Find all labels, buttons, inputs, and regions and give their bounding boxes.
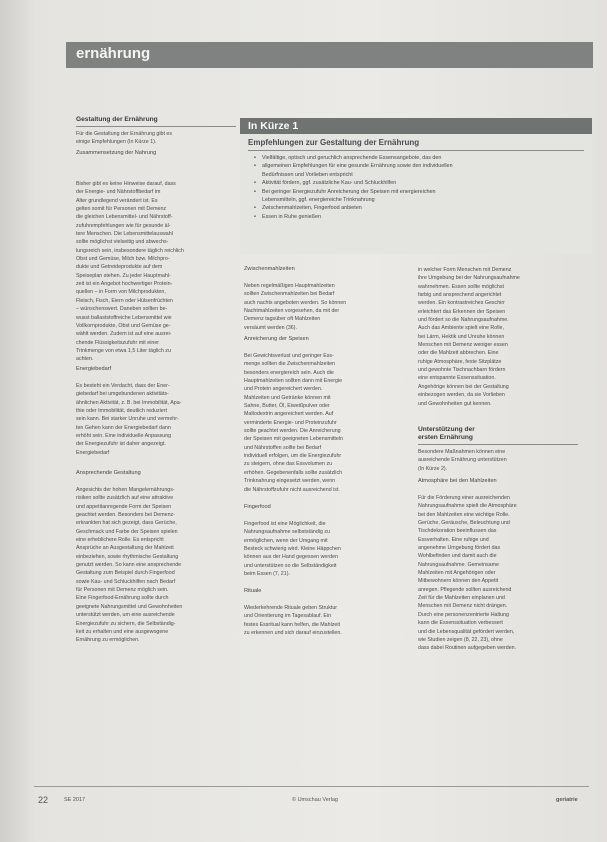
text-line: menge sollten die Zwischenmahlzeiten <box>244 361 335 368</box>
text-line: Menschen mit Demenz weniger essen <box>418 342 508 349</box>
paragraph-atmosphaere <box>418 494 583 653</box>
text-line: Bisher gibt es keine Hinweise darauf, dass <box>76 181 176 187</box>
text-line: wählt werden. Zudem ist auf eine ausrei- <box>76 331 172 338</box>
text-line: chende Flüssigkeitszufuhr mit einer <box>76 339 160 346</box>
text-line: erleichtert das Erkennen der Speisen <box>418 308 506 315</box>
heading-rule-right <box>418 444 578 445</box>
text-line: der Energiezufuhr ist daher angezeigt. <box>76 441 166 448</box>
text-line: individuell erfolgen, um die Energiezufuhr <box>244 453 342 460</box>
paragraph-zwischenmahlzeiten <box>244 282 412 332</box>
text-line: anregen. Pflegende sollten ausreichend <box>418 586 512 593</box>
bullet-icon: • <box>254 205 256 212</box>
text-line: gelten somit für Personen mit Demenz <box>76 206 167 213</box>
text-line: Wohlbefinden und damit auch die <box>418 553 497 560</box>
bullet-icon: • <box>254 188 256 195</box>
subheading-fingerfood: Fingerfood <box>244 504 271 510</box>
text-line: farbig und ansprechend angerichtet <box>418 292 502 299</box>
text-line: Fleisch, Fisch, Eiern oder Hülsenfrüchten <box>76 297 173 304</box>
heading-unterstuetzung: Unterstützung der ersten Ernährung <box>418 426 475 441</box>
bullet-icon: • <box>254 213 256 220</box>
info-box-item <box>254 154 453 162</box>
text-line: Zeit für die Mahlzeiten einplanen und <box>418 595 505 602</box>
text-line: Mitbewohnern können den Appetit <box>418 578 499 585</box>
text-line: Energiebedarf <box>76 449 110 456</box>
page-number: 22 <box>38 795 49 805</box>
text-line: Auch das Ambiente spielt eine Rolle, <box>418 325 504 332</box>
heading-gestaltung: Gestaltung der Ernährung <box>76 116 158 123</box>
text-line: wie Studien zeigen (8, 22, 23), ohne <box>418 636 503 643</box>
text-line: erkrankten hat sich gezeigt, dass Gerüche, <box>76 520 177 527</box>
info-box-item-text: Essen in Ruhe genießen <box>262 213 322 220</box>
brand-label: geriatrie <box>556 797 578 803</box>
info-box-subtitle: Empfehlungen zur Gestaltung der Ernährung <box>248 138 420 147</box>
info-box-item <box>254 213 453 221</box>
text-line: verminderte Energie- und Proteinzufuhr <box>244 419 337 426</box>
text-line: der Speisen mit geeigneten Lebensmitteln <box>244 436 343 443</box>
bullet-icon: • <box>254 163 256 170</box>
text-line: Eine Fingerfood-Ernährung sollte durch <box>76 595 169 602</box>
text-line: eine entspannte Essenssituation. <box>418 375 496 382</box>
text-line: erhöhen. Gegebenenfalls sollte zusätzlich <box>244 469 343 476</box>
text-line: dass dabei Routinen aufgegeben werden. <box>418 645 517 652</box>
text-line: zeit ist ein Angebot hochwertiger Protein- <box>76 281 173 288</box>
info-box-item <box>254 204 453 212</box>
text-line: angenehme Umgebung fördert das <box>418 545 501 552</box>
info-box-item-text: Lebensmitteln, ggf. energiereiche Trinknahrung <box>262 197 375 204</box>
info-box-list <box>254 154 453 221</box>
info-box-rule <box>248 150 584 151</box>
text-line: Alter grundlegend verändert ist. Es <box>76 197 158 204</box>
text-line: erhöht sein. Eine individuelle Anpassung <box>76 433 172 440</box>
paragraph-energiebedarf <box>76 382 246 457</box>
text-line: einbezogen werden, da sie Vorlieben <box>418 392 505 399</box>
text-line: unterstützt werden, um eine ausreichende <box>76 612 175 619</box>
text-line: Angehörige können bei der Gestaltung <box>418 383 509 390</box>
text-line: quellen – in Form von Milchprodukten, <box>76 289 166 296</box>
subheading-anreicherung: Anreicherung der Speisen <box>244 336 309 342</box>
text-line: sein kann. Bei starker Unruhe und vermehr- <box>76 416 179 423</box>
text-line: in welcher Form Menschen mit Demenz <box>418 267 512 273</box>
paragraph-zusammensetzung <box>76 180 246 364</box>
text-line: Neben regelmäßigen Hauptmahlzeiten <box>244 283 335 289</box>
text-line: Tischdekoration beeinflussen das <box>418 528 497 535</box>
bullet-icon: • <box>254 155 256 161</box>
text-line: oder die Mahlzeit abbrechen. Eine <box>418 350 499 357</box>
subheading-ansprechend: Ansprechende Gestaltung <box>76 470 141 476</box>
text-line: Ansprüche an Ausgestaltung der Mahlzeit <box>76 545 174 552</box>
section-title: ernährung <box>76 45 151 62</box>
text-line: eine erheblichere Rolle. Es entspricht <box>76 537 164 544</box>
info-box-item <box>254 179 453 187</box>
text-line: sowie Kau- und Schluckhilfen nach Bedarf <box>76 578 176 585</box>
text-line: besonders energiereich sein. Auch die <box>244 369 334 376</box>
text-line: tere Menschen. Die Lebensmittelauswahl <box>76 231 173 238</box>
text-line: Bei Gewichtsverlust und geringer Ess- <box>244 353 334 359</box>
text-line: sollten Zwischenmahlzeiten bei Bedarf <box>244 291 335 298</box>
footer-rule <box>34 786 589 787</box>
text-line: die gleichen Lebensmittel- und Nährstoff- <box>76 214 173 221</box>
info-box-item-text: Zwischenmahlzeiten, Fingerfood anbieten <box>262 205 362 212</box>
text-line: können aus der Hand gegessen werden <box>244 554 338 561</box>
text-line: geachtet werden. Besonders bei Demenz- <box>76 512 175 519</box>
text-line: und Protein angereichert werden. <box>244 386 323 393</box>
text-line: Hauptmahlzeiten sollten dann mit Energie <box>244 378 343 385</box>
subheading-atmosphaere: Atmosphäre bei den Mahlzeiten <box>418 478 497 484</box>
text-line: geeignete Nahrungsmittel und Gewohnheiten <box>76 603 183 610</box>
paragraph-ansprechend <box>76 486 246 645</box>
text-line: einbeziehen, sowie rhythmische Gestaltung <box>76 553 179 560</box>
text-line: Nahrungsaufnahme. Gemeinsame <box>418 561 499 568</box>
text-line: ähnlichen Aktivität, z. B. bei Immobilität, Apa- <box>76 399 182 406</box>
text-line: Speiseplan stehen. Zu jeder Hauptmahl- <box>76 272 171 279</box>
info-box-header <box>240 118 592 134</box>
info-box-item-text: allgemeinen Empfehlungen für eine gesunde Ernährung sowie den individuellen <box>262 163 453 170</box>
info-box-in-kuerze <box>240 118 592 254</box>
text-line: Gestaltung zum Beispiel durch Fingerfood <box>76 570 175 577</box>
subheading-energiebedarf: Energiebedarf <box>76 366 112 372</box>
text-line: Durch eine personenzentrierte Haltung <box>418 611 509 618</box>
text-line: die Nährstoffzufuhr nicht ausreichend ist. <box>244 486 340 493</box>
text-line: beim Essen (7, 21). <box>244 571 290 578</box>
text-line: Demenz tagsüber oft Mahlzeiten <box>244 316 321 323</box>
text-line: Es besteht ein Verdacht, dass der Ener- <box>76 383 170 389</box>
text-line: thie oder Immobilität, deutlich reduziert <box>76 408 167 415</box>
text-line: dukte und Getreideprodukte auf dem <box>76 264 163 271</box>
text-line: Nachtmahlzeiten vorgesehen, da mit der <box>244 308 340 315</box>
section-banner <box>66 42 593 68</box>
text-line: giebedarf bei umgebundenen aktivitäts- <box>76 391 169 398</box>
text-line: risiken sollte zusätzlich auf eine attraktive <box>76 495 174 502</box>
text-line: auch nachts angeboten werden. So können <box>244 299 347 306</box>
text-line: ausreichende Ernährung unterstützen <box>418 457 507 464</box>
paragraph-unterstuetzung <box>418 448 583 473</box>
info-box-item <box>254 196 453 204</box>
text-line: sollte möglichst vielseitig und abwechs- <box>76 239 169 246</box>
text-line: versäumt werden (36). <box>244 324 297 331</box>
text-line: Menschen mit Demenz nicht drängen. <box>418 603 508 610</box>
text-line: Besondere Maßnahmen können eine <box>418 449 506 455</box>
text-line: Energiezufuhr zu sichern, die Selbständig- <box>76 620 176 627</box>
text-line: lungsreich sein, insbesondere täglich reichlich <box>76 247 184 254</box>
text-line: und unterstützen so die Selbständigkeit <box>244 562 337 569</box>
text-line: Essverhalten. Eine ruhige und <box>418 536 489 543</box>
text-line: Nahrungsaufnahme spielt die Atmosphäre <box>418 503 517 510</box>
text-line: einige Empfehlungen (In Kürze 1). <box>76 139 157 146</box>
text-line: der Energie- und Nährstoffbedarf im <box>76 189 161 196</box>
text-line: kann die Essenssituation verbessert <box>418 620 503 627</box>
bullet-icon: • <box>254 180 256 187</box>
text-line: keit zu erhalten und eine ausgewogene <box>76 628 169 635</box>
paragraph-fingerfood <box>244 520 412 578</box>
text-line: und Nährstoffen sollte bei Bedarf <box>244 444 322 451</box>
paragraph-intro <box>76 130 246 147</box>
text-line: zu steigern, ohne das Essvolumen zu <box>244 461 333 468</box>
text-line: bei den Mahlzeiten eine wichtige Rolle. <box>418 511 510 518</box>
text-line: Für die Gestaltung der Ernährung gibt es <box>76 131 172 137</box>
text-line: ten Gehen kann der Energiebedarf dann <box>76 424 171 431</box>
text-line: Besteck schwierig wird. Kleine Häppchen <box>244 546 341 553</box>
issue-label: SE 2017 <box>64 797 86 803</box>
text-line: Mahlzeiten mit Angehörigen oder <box>418 570 496 577</box>
text-line: werden. Ein kontrastreiches Geschirr <box>418 300 505 307</box>
info-box-item-text: Aktivität fördern, ggf. zusätzliche Kau- und Schluckhilfen <box>262 180 397 187</box>
heading-rule <box>76 126 236 127</box>
text-line: wusst ballaststoffreiche Lebensmittel wie <box>76 314 172 321</box>
info-box-item <box>254 171 453 179</box>
text-line: Ernährung zu ermöglichen. <box>76 637 140 644</box>
text-line: Mahlzeiten und Getränke können mit <box>244 394 331 401</box>
paragraph-right-intro <box>418 266 583 408</box>
info-box-item <box>254 188 453 196</box>
text-line: und die Lebensqualität gefördert werden, <box>418 628 515 635</box>
text-line: Gerüche, Geräusche, Beleuchtung und <box>418 520 510 527</box>
subheading-rituale: Rituale <box>244 588 262 594</box>
text-line: Angesichts der hohen Mangelernährungs- <box>76 487 175 493</box>
text-line: Nahrungsaufnahme selbstständig zu <box>244 529 330 536</box>
text-line: bei Lärm, Hektik und Unruhe können <box>418 333 505 340</box>
text-line: achten. <box>76 356 94 363</box>
text-line: Trinkmenge von etwa 1,5 Liter täglich zu <box>76 347 171 354</box>
publisher-label: © Umschau Verlag <box>292 797 338 803</box>
text-line: und Orientierung im Tagesablauf. Ein <box>244 613 332 620</box>
text-line: für Personen mit Demenz möglich sein. <box>76 587 169 594</box>
text-line: (In Kürze 2). <box>418 465 448 472</box>
text-line: Trinknahrung eingesetzt werden, wenn <box>244 478 336 485</box>
text-line: und appetitanregende Form der Speisen <box>76 503 172 510</box>
text-line: ihre Umgebung bei der Nahrungsaufnahme <box>418 275 520 282</box>
info-box-title: In Kürze 1 <box>248 120 299 132</box>
info-box-item-text: Bedürfnissen und Vorlieben entspricht <box>262 171 353 178</box>
text-line: Obst und Gemüse, Milch bzw. Milchpro- <box>76 256 170 263</box>
info-box-item-text: Bei geringer Energiezufuhr Anreicherung der Speisen mit energiereichen <box>262 188 436 195</box>
text-line: Geschmack und Farbe der Speisen spielen <box>76 528 178 535</box>
text-line: ruhige Atmosphäre, feste Sitzplätze <box>418 358 502 365</box>
text-line: – wünschenswert. Daneben sollten be- <box>76 306 168 313</box>
text-line: zufuhrempfehlungen wie für gesunde äl- <box>76 222 171 229</box>
text-line: zu erkennen und sich darauf einzustellen. <box>244 630 342 637</box>
text-line: Fingerfood ist eine Möglichkeit, die <box>244 521 326 527</box>
subheading-zwischenmahlzeiten: Zwischenmahlzeiten <box>244 266 295 272</box>
paragraph-rituale <box>244 604 412 637</box>
text-line: ermöglichen, wenn der Umgang mit <box>244 537 328 544</box>
text-line: Wiederkehrende Rituale geben Struktur <box>244 605 338 611</box>
text-line: festes Essritual kann helfen, die Mahlzeit <box>244 621 340 628</box>
text-line: und Gewohnheiten gut kennen. <box>418 400 492 407</box>
text-line: Maltodextrin angereichert werden. Auf <box>244 411 334 418</box>
text-line: sollte geachtet werden. Die Anreicherung <box>244 428 341 435</box>
text-line: und gewohnte Tischnachbarn fördern <box>418 367 506 374</box>
subheading-zusammensetzung: Zusammensetzung der Nahrung <box>76 150 157 156</box>
text-line: und fördert so die Nahrungsaufnahme. <box>418 317 509 324</box>
text-line: genutzt werden. So kann eine ansprechende <box>76 562 182 569</box>
text-line: Vollkornprodukte, Obst und Gemüse ge- <box>76 322 171 329</box>
text-line: Sahne, Butter, Öl, Eiweißpulver oder <box>244 403 330 410</box>
text-line: Für die Förderung einer ausreichenden <box>418 495 510 501</box>
text-line: wahrnehmen. Essen sollte möglichst <box>418 283 504 290</box>
info-box-item <box>254 162 453 170</box>
paragraph-anreicherung <box>244 352 412 494</box>
info-box-item-text: Vielfältige, optisch und geruchlich ansprechende Essensangebote, das den <box>262 155 442 161</box>
